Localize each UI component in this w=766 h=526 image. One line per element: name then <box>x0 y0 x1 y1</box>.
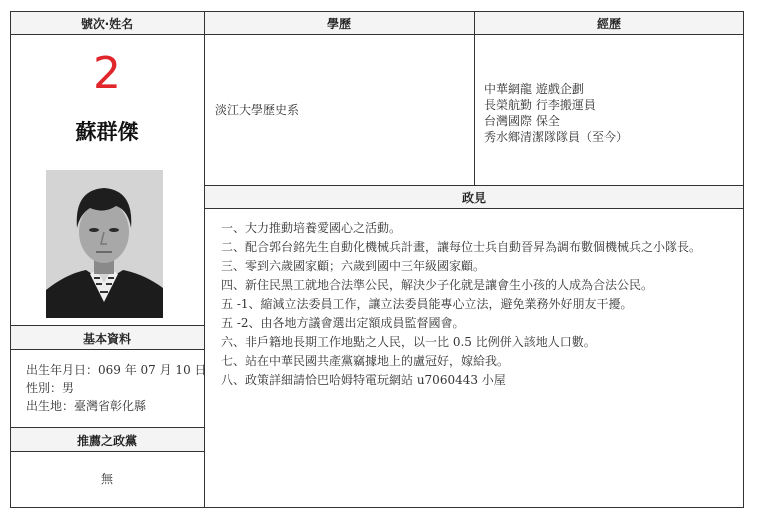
header-politics: 政見 <box>461 191 486 205</box>
politics-item: 二、配合郭台銘先生自動化機械兵計畫，讓每位士兵自動晉昇為調布數個機械兵之小隊長。 <box>221 240 702 254</box>
candidate-photo <box>46 170 163 318</box>
politics-item: 四、新住民黑工就地合法準公民，解決少子化就是讓會生小孩的人成為合法公民。 <box>221 278 654 292</box>
divider-left-column <box>204 11 205 508</box>
experience-list <box>484 81 628 145</box>
politics-item: 三、零到六歲國家顧；六歲到國中三年級國家顧。 <box>221 259 486 273</box>
experience-item: 台灣國際 保全 <box>484 114 560 128</box>
politics-item: 五 -1、縮減立法委員工作，讓立法委員能專心立法，避免業務外好朋友干擾。 <box>221 297 633 311</box>
divider-basic-top <box>10 325 204 326</box>
birthplace: 出生地：臺灣省彰化縣 <box>26 399 147 413</box>
header-experience: 經歷 <box>596 17 621 31</box>
candidate-name: 蘇群傑 <box>75 120 139 144</box>
header-education: 學歷 <box>326 17 351 31</box>
divider-basic-header <box>10 349 204 350</box>
politics-item: 六、非戶籍地長期工作地點之人民，以一比 0.5 比例併入該地人口數。 <box>221 335 596 349</box>
politics-item: 八、政策詳細請恰巴哈姆特電玩網站 u7060443 小屋 <box>221 373 506 387</box>
basic-info <box>26 361 207 415</box>
divider-politics-header <box>204 208 744 209</box>
experience-item: 秀水鄉清潔隊隊員（至今） <box>484 130 629 144</box>
party-value: 無 <box>100 472 113 486</box>
divider-top-header <box>10 34 744 35</box>
header-number-name: 號次‧姓名 <box>80 17 134 31</box>
gender: 性別：男 <box>26 381 75 395</box>
divider-party-top <box>10 427 204 428</box>
divider-politics-top <box>204 185 744 186</box>
experience-item: 中華網龍 遊戲企劃 <box>484 82 584 96</box>
politics-list <box>221 219 701 390</box>
header-party: 推薦之政黨 <box>76 434 137 448</box>
experience-item: 長榮航勤 行李搬運員 <box>484 98 596 112</box>
birthdate: 出生年月日：069 年 07 月 10 日 <box>26 363 207 377</box>
divider-party-header <box>10 451 204 452</box>
politics-item: 七、站在中華民國共產黨竊據地上的盧冠好，嫁給我。 <box>221 354 510 368</box>
divider-education-experience <box>474 11 475 186</box>
header-basic-info: 基本資料 <box>82 332 131 346</box>
politics-item: 一、大力推動培養愛國心之活動。 <box>221 221 402 235</box>
education-text: 淡江大學歷史系 <box>215 103 300 117</box>
candidate-number: 2 <box>93 48 121 99</box>
politics-item: 五 -2、由各地方議會選出定額成員監督國會。 <box>221 316 465 330</box>
